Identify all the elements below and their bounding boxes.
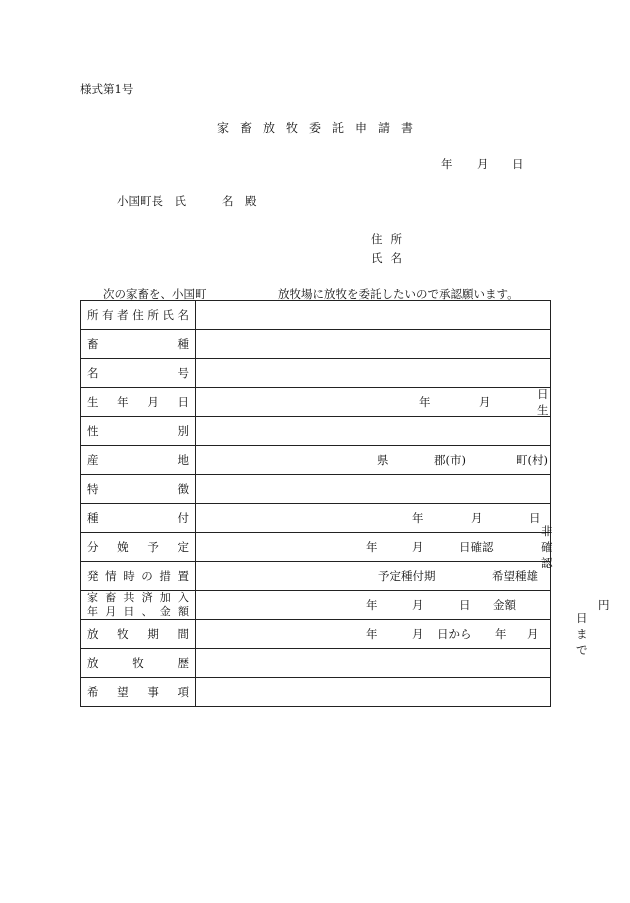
table-row [81,591,551,620]
intro-text-part2: 放牧場に放牧を委託したいので承認願います。 [278,287,519,301]
table-row [81,620,551,649]
label-char: 年 [87,605,98,618]
table-row [81,678,551,707]
recipient-suffix: 名 殿 [222,194,257,208]
label-char: 地 [177,453,189,467]
label-char: 家 [87,591,98,604]
grazing-period-label [87,626,189,642]
recipient-prefix: 小国町長 氏 [117,194,186,208]
grazing-history-label [87,655,189,671]
label-char: 名 [87,366,99,380]
insemination-year-unit: 年 [412,511,424,525]
label-char: 月 [105,605,117,618]
requests-label [87,684,189,700]
row-label [81,649,196,678]
label-char: 額 [177,605,189,618]
insurance-field[interactable] [196,591,610,620]
calving-month-unit: 月 [412,540,424,554]
label-char: 金 [159,605,171,618]
table-row [81,533,551,562]
row-label [81,504,196,533]
row-label [81,533,196,562]
owner-address-name-field[interactable] [196,301,551,330]
applicant-address-label: 住所 [371,232,410,246]
table-row [81,330,551,359]
label-char: の [141,569,153,583]
label-char: 号 [177,366,189,380]
label-char: 特 [87,482,99,496]
label-char: 名 [177,308,189,322]
label-char: 措 [159,569,171,583]
to-year-unit: 年 [495,627,507,641]
breed-label [87,336,189,352]
label-char: 置 [177,569,189,583]
label-char: 定 [177,540,189,554]
label-char: 事 [147,685,159,699]
calving-due-label [87,539,189,555]
animal-name-field[interactable] [196,359,551,388]
row-label [81,475,196,504]
label-char: 者 [117,308,129,322]
table-row [81,359,551,388]
label-char: 娩 [117,540,129,554]
prefecture-unit: 県 [377,453,389,467]
label-char: 項 [177,685,189,699]
to-day-unit: 日まで [576,611,588,657]
label-char: 月 [147,395,159,409]
insurance-day-unit: 日 [459,598,471,612]
calving-confirmed-unit: 日確認 [459,540,494,554]
insurance-label-line1 [87,591,189,605]
label-char: 住 [132,308,144,322]
label-char: 種 [177,337,189,351]
insemination-day-unit: 日 [529,511,541,525]
estrus-action-field[interactable] [196,562,551,591]
label-char: 分 [87,540,99,554]
recipient-line [117,193,257,209]
birth-date-label [87,394,189,410]
insurance-label-line2 [87,605,189,619]
features-field[interactable] [196,475,551,504]
estrus-action-label [87,568,189,584]
label-char: 生 [87,395,99,409]
insemination-month-unit: 月 [471,511,483,525]
label-char: 牧 [117,627,129,641]
row-label [81,591,196,620]
sex-field[interactable] [196,417,551,446]
owner-address-name-label [87,307,189,323]
label-char: 歴 [177,656,189,670]
insemination-label [87,510,189,526]
desired-sire: 希望種雄 [492,569,538,583]
calving-due-field[interactable] [196,524,553,570]
label-char: 予 [147,540,159,554]
to-month-unit: 月 [527,627,539,641]
row-label [81,417,196,446]
label-char: 加 [159,591,171,604]
label-char: 種 [87,511,99,525]
label-char: 共 [123,591,135,604]
district-city-unit: 郡(市) [434,453,466,467]
row-label [81,330,196,359]
table-row [81,388,551,417]
label-char: 望 [117,685,129,699]
intro-text-part1: 次の家畜を、小国町 [103,287,207,301]
application-form-table [80,300,610,707]
table-row [81,504,551,533]
label-char: 、 [141,605,153,618]
label-char: 放 [87,656,99,670]
birth-date-field[interactable] [196,388,551,417]
label-char: 期 [147,627,159,641]
label-char: 産 [87,453,99,467]
row-label [81,388,196,417]
table-row [81,475,551,504]
table-row [81,446,551,475]
grazing-history-field[interactable] [196,649,551,678]
applicant-name-label: 氏名 [371,251,410,265]
label-char: 間 [177,627,189,641]
birth-month-unit: 月 [479,395,491,409]
row-label [81,562,196,591]
birth-day-unit: 日生 [537,387,549,417]
breed-field[interactable] [196,330,551,359]
row-label [81,359,196,388]
label-char: 済 [141,591,153,604]
insurance-year-unit: 年 [366,598,378,612]
row-label [81,620,196,649]
label-char: 所 [87,308,99,322]
table-row [81,562,551,591]
grazing-period-field[interactable] [196,611,588,657]
birth-year-unit: 年 [419,395,431,409]
insemination-date-field[interactable] [196,504,551,533]
features-label [87,481,189,497]
label-char: 氏 [162,308,174,322]
label-char: 年 [117,395,129,409]
date-month-label: 月 [477,157,489,171]
from-day-unit: 日から [437,627,472,641]
origin-label [87,452,189,468]
calving-unconfirmed-unit: 非確認 [541,524,553,570]
town-village-unit: 町(村) [516,453,548,467]
insurance-amount-label: 金額 [493,598,516,612]
insurance-label [87,591,189,619]
label-char: 牧 [132,656,144,670]
label-char: 性 [87,424,99,438]
animal-name-label [87,365,189,381]
label-char: 日 [123,605,135,618]
label-char: 有 [102,308,114,322]
label-char: 日 [177,395,189,409]
label-char: 情 [105,569,117,583]
label-char: 入 [177,591,189,604]
label-char: 畜 [87,337,99,351]
origin-field[interactable] [196,446,551,475]
label-char: 放 [87,627,99,641]
label-char: 付 [177,511,189,525]
label-char: 発 [87,569,99,583]
calving-year-unit: 年 [366,540,378,554]
document-title: 家畜放牧委託申請書 [216,121,424,135]
table-row [81,301,551,330]
date-year-label: 年 [441,157,453,171]
row-label [81,678,196,707]
requests-field[interactable] [196,678,551,707]
label-char: 時 [123,569,135,583]
row-label [81,446,196,475]
row-label [81,301,196,330]
insurance-month-unit: 月 [412,598,424,612]
label-char: 所 [147,308,159,322]
label-char: 別 [177,424,189,438]
table-row [81,417,551,446]
form-number: 様式第1号 [80,82,134,96]
label-char: 徴 [177,482,189,496]
from-year-unit: 年 [366,627,378,641]
yen-unit: 円 [598,598,610,612]
table-row [81,649,551,678]
label-char: 畜 [105,591,117,604]
label-char: 希 [87,685,99,699]
date-day-label: 日 [512,157,524,171]
from-month-unit: 月 [412,627,424,641]
planned-insemination-period: 予定種付期 [378,569,436,583]
sex-label [87,423,189,439]
